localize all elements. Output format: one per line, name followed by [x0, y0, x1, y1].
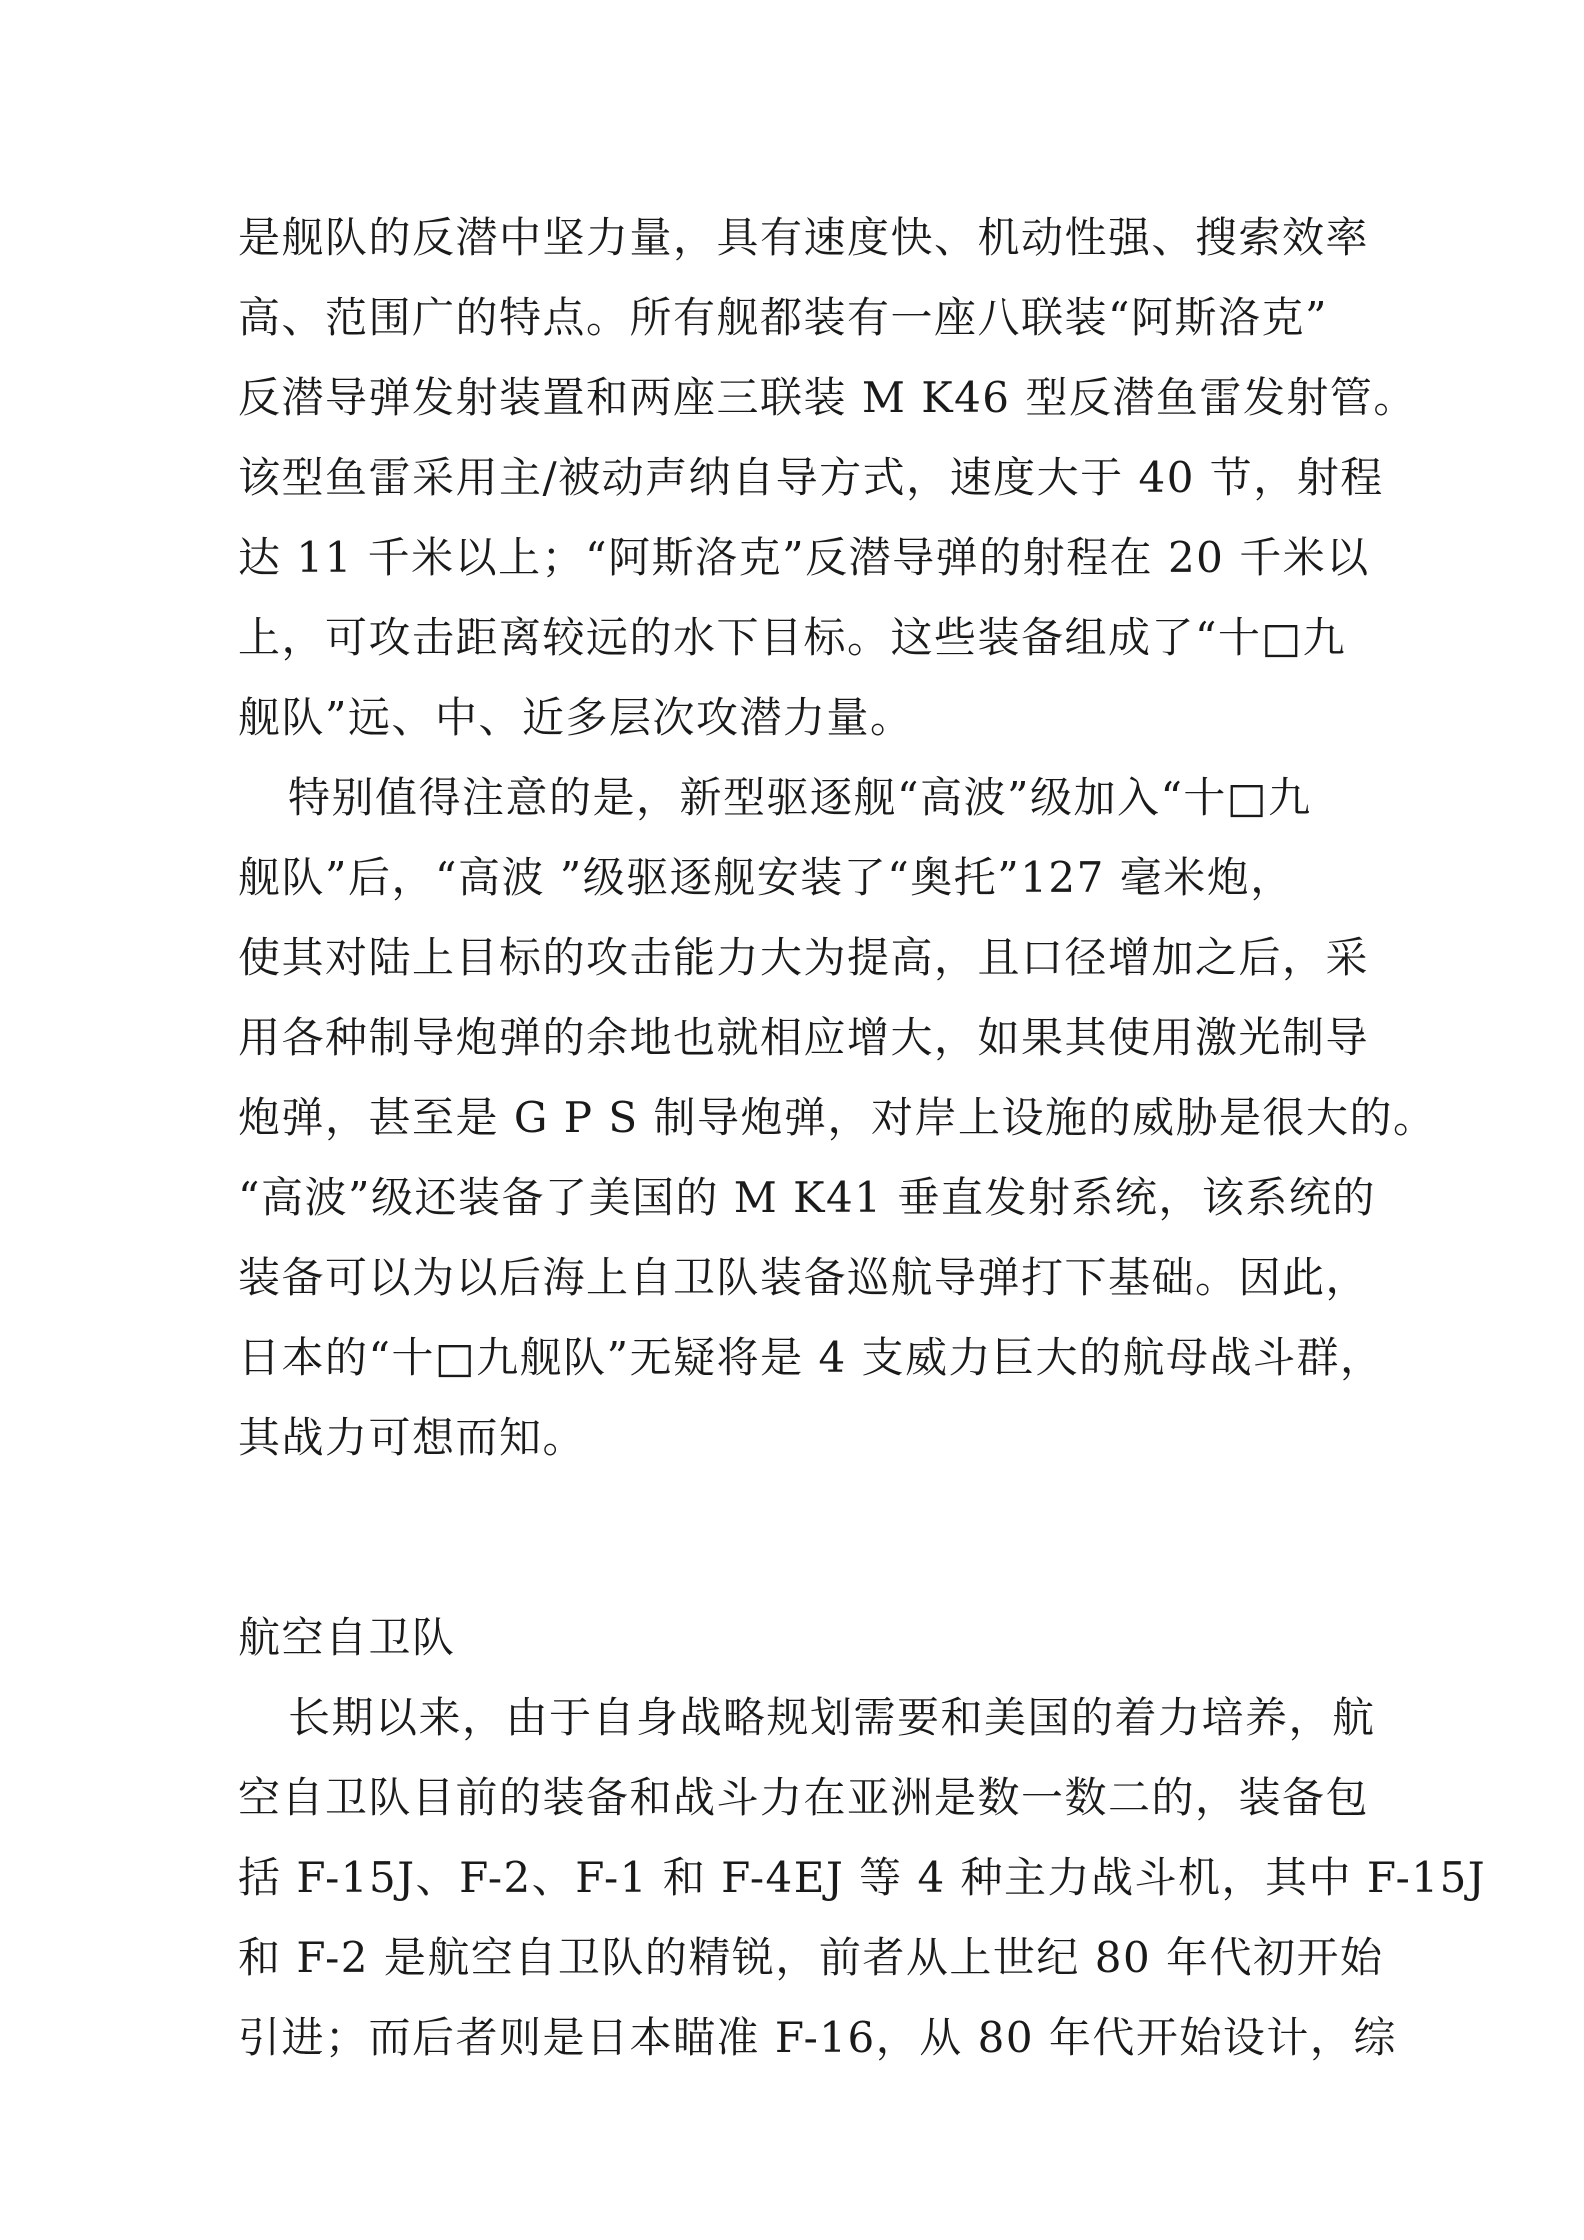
text-line: 使其对陆上目标的攻击能力大为提高，且口径增加之后，采 [238, 933, 1370, 982]
text-line: 高、范围广的特点。所有舰都装有一座八联装“阿斯洛克” [238, 293, 1328, 342]
text-line: 舰队”远、中、近多层次攻潜力量。 [238, 693, 914, 742]
text-line: 其战力可想而知。 [238, 1413, 587, 1462]
paragraph-1 [238, 198, 1417, 758]
text-line: 炮弹，甚至是 G P S 制导炮弹，对岸上设施的威胁是很大的。 [238, 1093, 1437, 1142]
text-line: 上，可攻击距离较远的水下目标。这些装备组成了“十□九 [238, 613, 1347, 662]
text-line: 括 F-15J、F-2、F-1 和 F-4EJ 等 4 种主力战斗机，其中 F-15J [238, 1853, 1487, 1902]
text-line: 日本的“十□九舰队”无疑将是 4 支威力巨大的航母战斗群， [238, 1333, 1384, 1382]
paragraph-3 [238, 1678, 1487, 2078]
text-line: 装备可以为以后海上自卫队装备巡航导弹打下基础。因此， [238, 1253, 1370, 1302]
text-line: 特别值得注意的是，新型驱逐舰“高波”级加入“十□九 [288, 773, 1312, 822]
text-line: 是舰队的反潜中坚力量，具有速度快、机动性强、搜索效率 [238, 213, 1370, 262]
section-spacer [238, 1478, 1358, 1598]
text-line: 长期以来，由于自身战略规划需要和美国的着力培养，航 [288, 1693, 1376, 1742]
text-line: 和 F-2 是航空自卫队的精锐，前者从上世纪 80 年代初开始 [238, 1933, 1384, 1982]
text-line: 达 11 千米以上；“阿斯洛克”反潜导弹的射程在 20 千米以 [238, 533, 1370, 582]
paragraph-2 [238, 758, 1437, 1478]
text-line: 舰队”后，“高波 ”级驱逐舰安装了“奥托”127 毫米炮， [238, 853, 1294, 902]
section-heading: 航空自卫队 [238, 1613, 456, 1662]
text-line: 反潜导弹发射装置和两座三联装 M K46 型反潜鱼雷发射管。 [238, 373, 1417, 422]
text-line: “高波”级还装备了美国的 M K41 垂直发射系统，该系统的 [238, 1173, 1376, 1222]
document-body [238, 198, 1487, 2078]
text-line: 该型鱼雷采用主/被动声纳自导方式，速度大于 40 节，射程 [238, 453, 1384, 502]
text-line: 空自卫队目前的装备和战斗力在亚洲是数一数二的，装备包 [238, 1773, 1370, 1822]
text-line: 引进；而后者则是日本瞄准 F-16，从 80 年代开始设计，综 [238, 2013, 1397, 2062]
text-line: 用各种制导炮弹的余地也就相应增大，如果其使用激光制导 [238, 1013, 1370, 1062]
